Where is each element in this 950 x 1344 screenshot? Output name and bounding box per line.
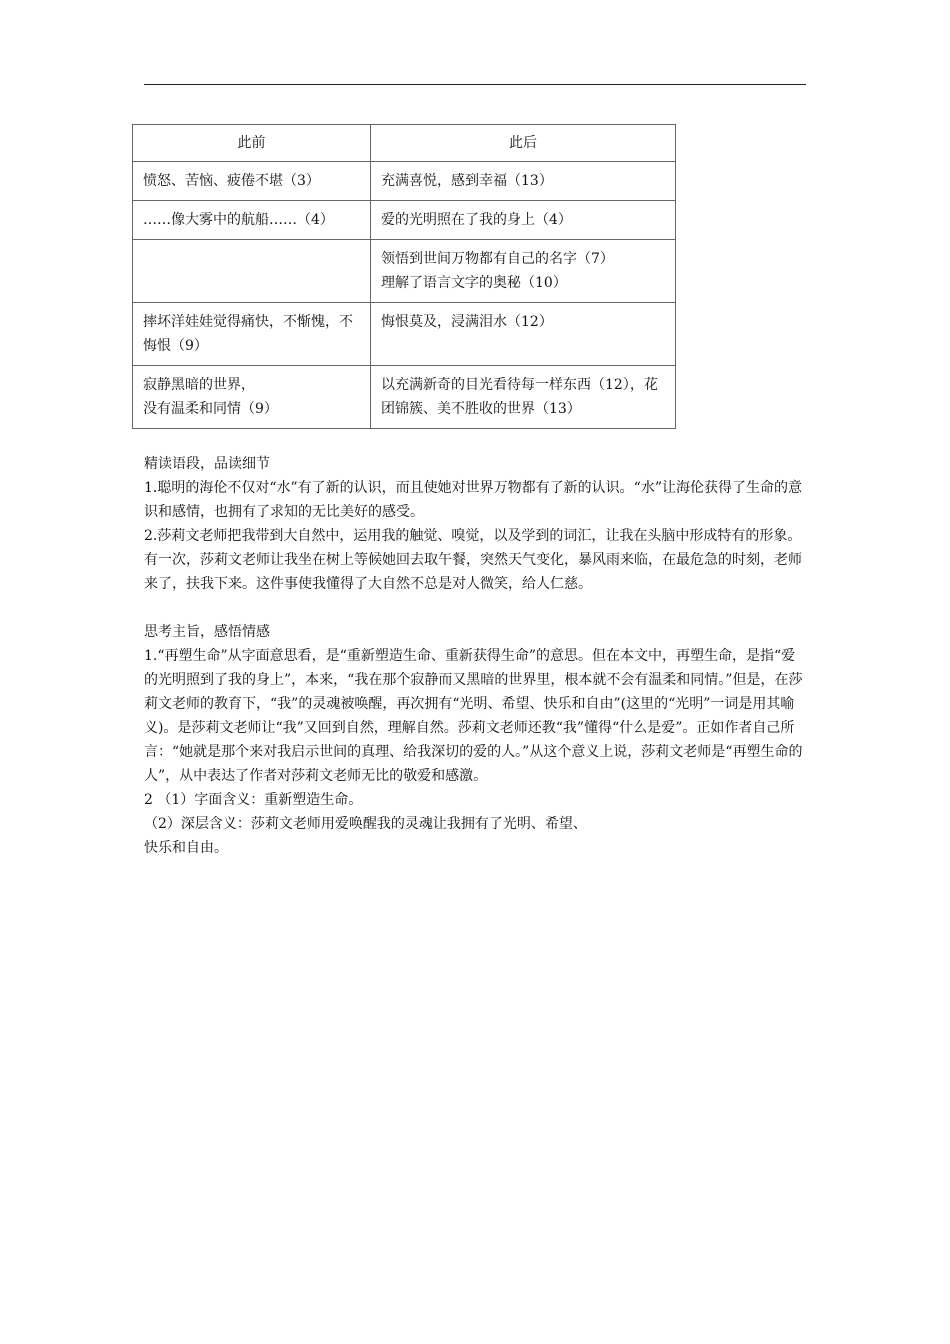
cell-before [133, 162, 371, 201]
paragraph: （2）深层含义：莎莉文老师用爱唤醒我的灵魂让我拥有了光明、希望、 [144, 816, 587, 832]
cell-text: 领悟到世间万物都有自己的名字（7） [381, 251, 614, 267]
table-row [133, 303, 676, 366]
cell-text: 寂静黑暗的世界， [143, 377, 255, 393]
cell-before [133, 201, 371, 240]
header-after: 此后 [371, 125, 676, 162]
cell-text: ……像大雾中的航船……（4） [143, 212, 334, 228]
section-heading: 精读语段，品读细节 [144, 456, 270, 472]
section-heading: 思考主旨，感悟情感 [144, 624, 270, 640]
table-row [133, 366, 676, 429]
cell-text: 爱的光明照在了我的身上（4） [381, 212, 572, 228]
cell-text: 没有温柔和同情（9） [143, 401, 278, 417]
cell-after [371, 366, 676, 429]
paragraph: 1.“再塑生命”从字面意思看，是“重新塑造生命、重新获得生命”的意思。但在本文中，再塑生命，是指“爱的光明照到了我的身上”，本来，“我在那个寂静而又黑暗的世界里，根本就不会有温柔和同情。”但是，在莎莉文老师的教育下，“我”的灵魂被唤醒，再次拥有“光明、希望、快乐和自由”(这里的“光明”一词是用其喻义)。是莎莉文老师让“我”又回到自然，理解自然。莎莉文老师还教“我”懂得“什么是爱”。正如作者自己所言：“她就是那个来对我启示世间的真理、给我深切的爱的人。”从这个意义上说，莎莉文老师是“再塑生命的人”，从中表达了作者对莎莉文老师无比的敬爱和感激。 [144, 648, 803, 784]
table-row [133, 162, 676, 201]
paragraph: 快乐和自由。 [144, 840, 228, 856]
paragraph: 1.聪明的海伦不仅对“水”有了新的认识，而且使她对世界万物都有了新的认识。“水”让海伦获得了生命的意识和感情，也拥有了求知的无比美好的感受。 [144, 480, 802, 520]
cell-after [371, 162, 676, 201]
cell-text: 悔恨莫及，浸满泪水（12） [381, 314, 553, 330]
cell-after [371, 303, 676, 366]
paragraph: 2.莎莉文老师把我带到大自然中，运用我的触觉、嗅觉，以及学到的词汇，让我在头脑中形成特有的形象。有一次，莎莉文老师让我坐在树上等候她回去取午餐，突然天气变化，暴风雨来临，在最危急的时刻，老师来了，扶我下来。这件事使我懂得了大自然不总是对人微笑，给人仁慈。 [144, 528, 802, 592]
cell-text: 以充满新奇的目光看待每一样东西（12），花团锦簇、美不胜收的世界（13） [381, 377, 658, 417]
comparison-table [132, 124, 676, 429]
cell-before [133, 303, 371, 366]
table-row [133, 201, 676, 240]
table-header-row [133, 125, 676, 162]
cell-text: 摔坏洋娃娃觉得痛快，不惭愧，不悔恨（9） [143, 314, 353, 354]
cell-text: 愤怒、苦恼、疲倦不堪（3） [143, 173, 320, 189]
cell-before [133, 366, 371, 429]
cell-after [371, 240, 676, 303]
header-rule [144, 84, 806, 85]
cell-after [371, 201, 676, 240]
cell-text: 理解了语言文字的奥秘（10） [381, 275, 567, 291]
table-row [133, 240, 676, 303]
header-before: 此前 [133, 125, 371, 162]
document-body [144, 452, 808, 860]
cell-text: 充满喜悦，感到幸福（13） [381, 173, 553, 189]
paragraph: 2 （1）字面含义：重新塑造生命。 [144, 792, 363, 808]
cell-before [133, 240, 371, 303]
